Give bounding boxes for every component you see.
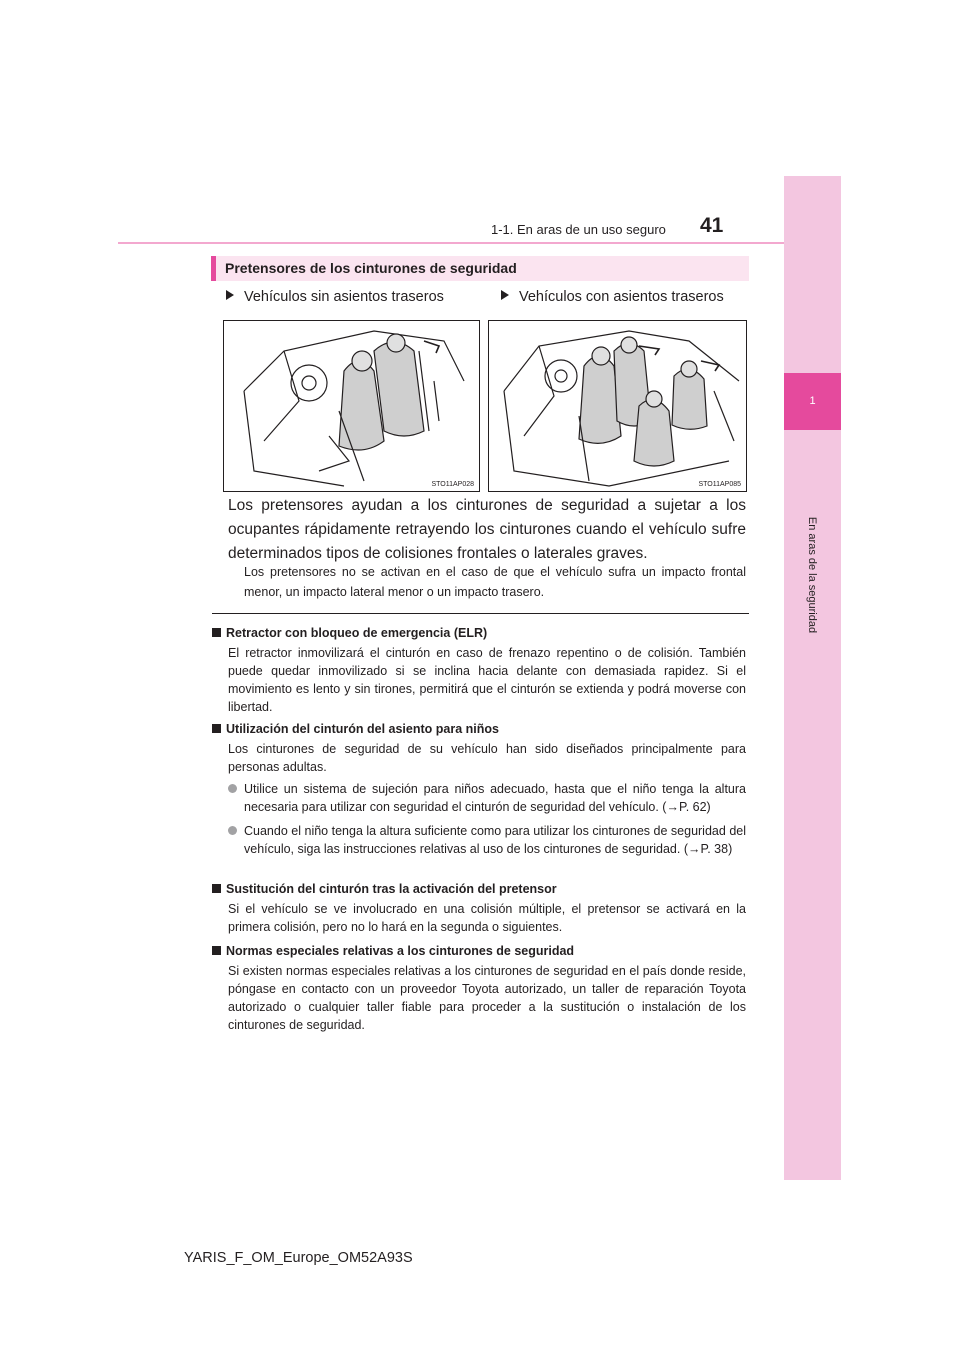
square-bullet-icon: [212, 628, 221, 637]
figure-code: STO11AP085: [698, 481, 741, 488]
figure-no-rear-seats: [223, 320, 480, 492]
triangle-icon: [501, 290, 509, 300]
figure-with-rear-seats: [488, 320, 747, 492]
figure-caption-1: Vehículos sin asientos traseros: [226, 289, 444, 305]
header-rule: [118, 242, 784, 244]
section-divider: [212, 613, 749, 614]
square-bullet-icon: [212, 884, 221, 893]
square-bullet-icon: [212, 946, 221, 955]
note-paragraph: Los pretensores no se activan en el caso de que el vehículo sufra un impacto frontal menor, un impacto lateral menor o un impacto trasero.: [244, 565, 746, 599]
side-tab-label: En aras de la seguridad: [806, 516, 818, 634]
circle-bullet-icon: [228, 826, 237, 835]
figure-code: STO11AP028: [431, 481, 474, 488]
info-item-text: Los cinturones de seguridad de su vehículo han sido diseñados principalmente para personas adultas.: [228, 742, 746, 774]
car-interior-illustration: [489, 321, 746, 491]
heading-bar: [211, 256, 749, 281]
bullet-text: Utilice un sistema de sujeción para niños adecuado, hasta que el niño tenga la altura necesaria para utilizar con seguridad el cinturón de seguridad del vehículo. (→P. 62): [244, 782, 746, 814]
section-title: 1-1. En aras de un uso seguro: [491, 222, 666, 237]
info-item-title: Sustitución del cinturón tras la activación del pretensor: [226, 882, 557, 896]
triangle-icon: [226, 290, 234, 300]
bullet-text: Cuando el niño tenga la altura suficiente como para utilizar los cinturones de seguridad del vehículo, siga las instrucciones relativas al uso de los cinturones de seguridad. (→P. 38): [244, 824, 746, 856]
info-item-title: Normas especiales relativas a los cinturones de seguridad: [226, 944, 575, 958]
circle-bullet-icon: [228, 784, 237, 793]
info-item-text: Si existen normas especiales relativas a los cinturones de seguridad en el país donde reside, póngase en contacto con un proveedor Toyota autorizado, un taller de reparación Toyota autorizado o cualquier taller fiable para proceder a la sustitución o instalación de los cinturones de seguridad.: [228, 964, 746, 1032]
side-tab: [784, 176, 841, 1180]
info-item-text: Si el vehículo se ve involucrado en una colisión múltiple, el pretensor se activará en la primera colisión, pero no lo hará en la segunda o siguientes.: [228, 902, 746, 934]
car-interior-illustration: [224, 321, 479, 491]
page-number: 41: [700, 214, 724, 237]
intro-paragraph: Los pretensores ayudan a los cinturones de seguridad a sujetar a los ocupantes rápidamente retrayendo los cinturones cuando el vehículo sufre determinados tipos de colisiones frontales o laterales graves.: [228, 497, 746, 562]
info-item-text: El retractor inmovilizará el cinturón en caso de frenazo repentino o de colisión. También puede quedar inmovilizado si se inclina hacia delante con demasiada rapidez. Si el movimiento es lento y sin tirones, permitirá que el cinturón se extienda y podrá moverse con libertad.: [228, 646, 746, 714]
side-tab-number: 1: [784, 373, 841, 430]
square-bullet-icon: [212, 724, 221, 733]
info-item-title: Retractor con bloqueo de emergencia (ELR): [226, 626, 488, 640]
heading-accent: [211, 256, 216, 281]
info-item-title: Utilización del cinturón del asiento para niños: [226, 722, 499, 736]
heading-title: Pretensores de los cinturones de seguridad: [225, 260, 517, 276]
figure-caption-2: Vehículos con asientos traseros: [501, 289, 724, 305]
footer-code: YARIS_F_OM_Europe_OM52A93S: [184, 1250, 413, 1266]
